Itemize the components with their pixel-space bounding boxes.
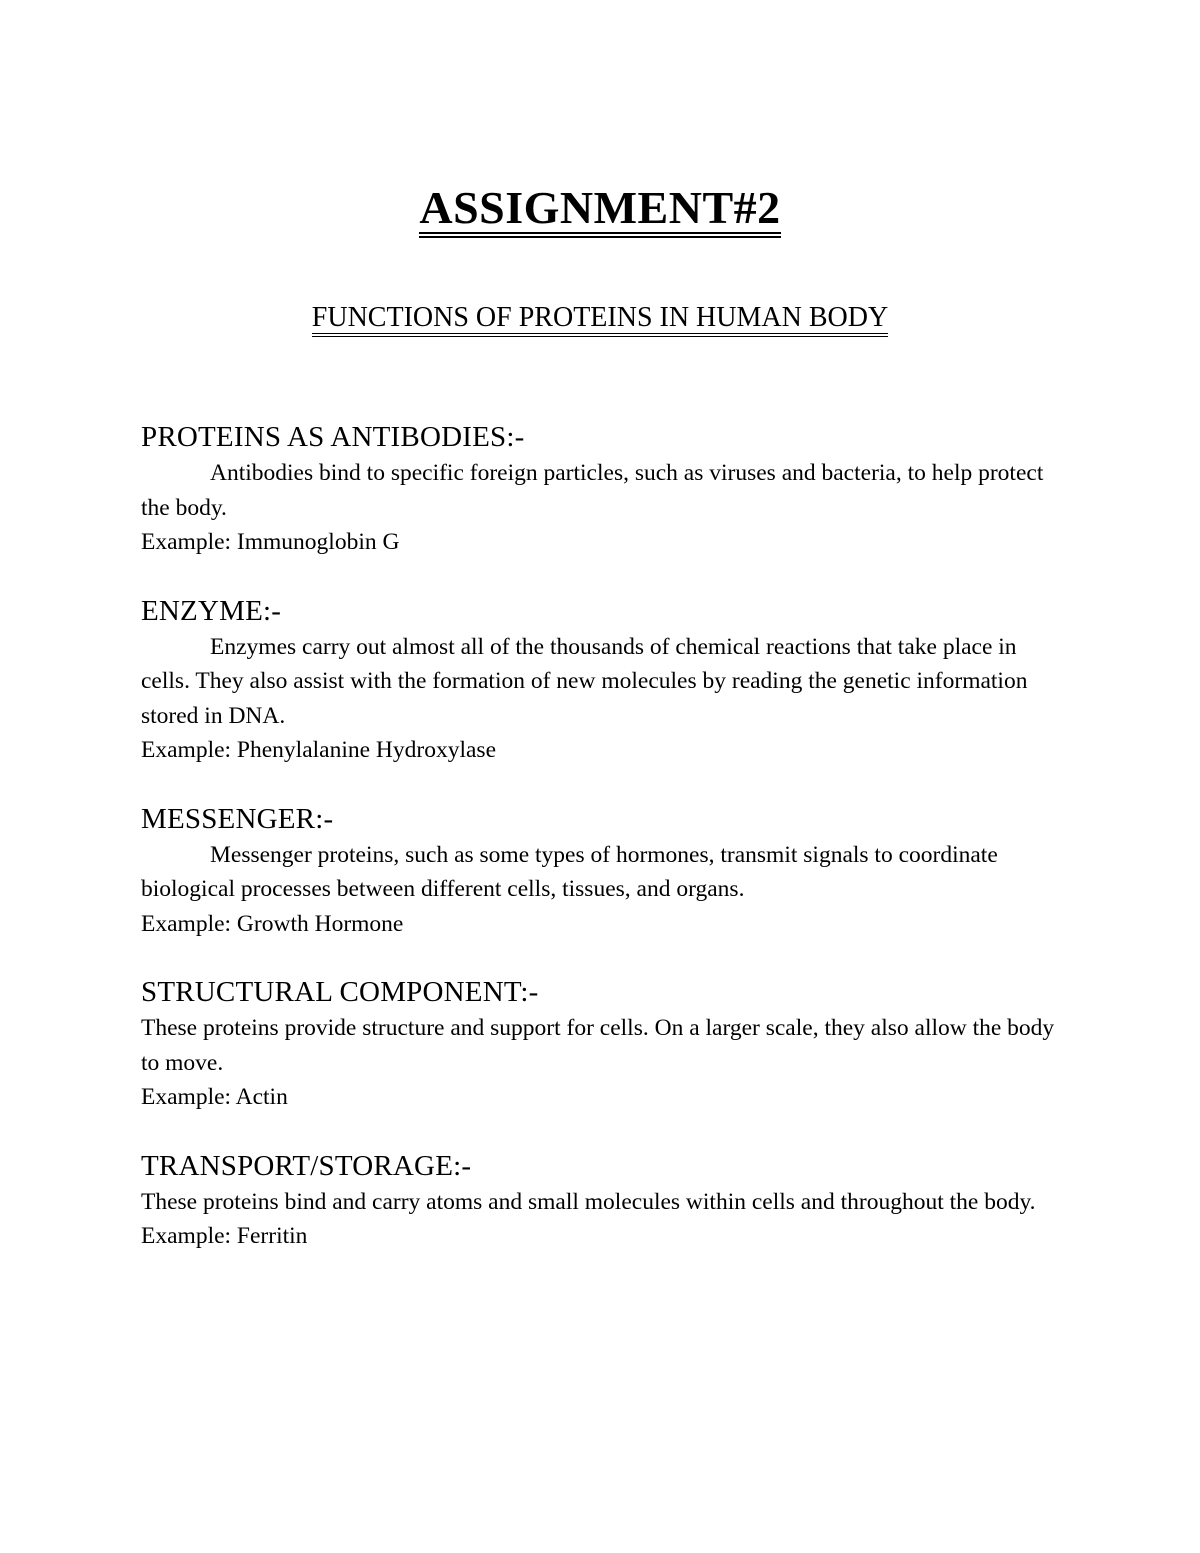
section-paragraph: These proteins provide structure and support for cells. On a larger scale, they also allow the body to move. bbox=[141, 1015, 1055, 1076]
section-paragraph: Enzymes carry out almost all of the thousands of chemical reactions that take place in cells. They also assist with the formation of new molecules by reading the genetic information stored in DNA. bbox=[141, 633, 1028, 729]
section-example: Example: Ferritin bbox=[141, 1223, 308, 1249]
section-example: Example: Immunoglobin G bbox=[141, 529, 400, 555]
document-title-text: ASSIGNMENT#2 bbox=[419, 184, 780, 238]
section-transport-storage bbox=[141, 1147, 1071, 1254]
section-enzyme bbox=[141, 592, 1071, 768]
document-subtitle bbox=[0, 300, 1200, 337]
section-paragraph: These proteins bind and carry atoms and small molecules within cells and throughout the body. bbox=[141, 1188, 1036, 1215]
document-subtitle-text: FUNCTIONS OF PROTEINS IN HUMAN BODY bbox=[312, 303, 888, 337]
section-heading: PROTEINS AS ANTIBODIES:- bbox=[141, 421, 525, 453]
section-heading: TRANSPORT/STORAGE:- bbox=[141, 1149, 472, 1182]
section-paragraph: Antibodies bind to specific foreign particles, such as viruses and bacteria, to help protect the body. bbox=[141, 460, 1044, 521]
document-body bbox=[141, 418, 1071, 1286]
section-messenger bbox=[141, 800, 1071, 942]
section-heading: ENZYME:- bbox=[141, 594, 282, 627]
section-paragraph: Messenger proteins, such as some types of hormones, transmit signals to coordinate biological processes between different cells, tissues, and organs. bbox=[141, 841, 998, 902]
section-heading: STRUCTURAL COMPONENT:- bbox=[141, 976, 539, 1008]
section-heading: MESSENGER:- bbox=[141, 802, 334, 835]
section-antibodies bbox=[141, 418, 1071, 560]
section-example: Example: Growth Hormone bbox=[141, 910, 404, 937]
section-example: Example: Phenylalanine Hydroxylase bbox=[141, 737, 497, 763]
document-title bbox=[0, 180, 1200, 238]
section-example: Example: Actin bbox=[141, 1084, 288, 1110]
section-structural-component bbox=[141, 973, 1071, 1115]
